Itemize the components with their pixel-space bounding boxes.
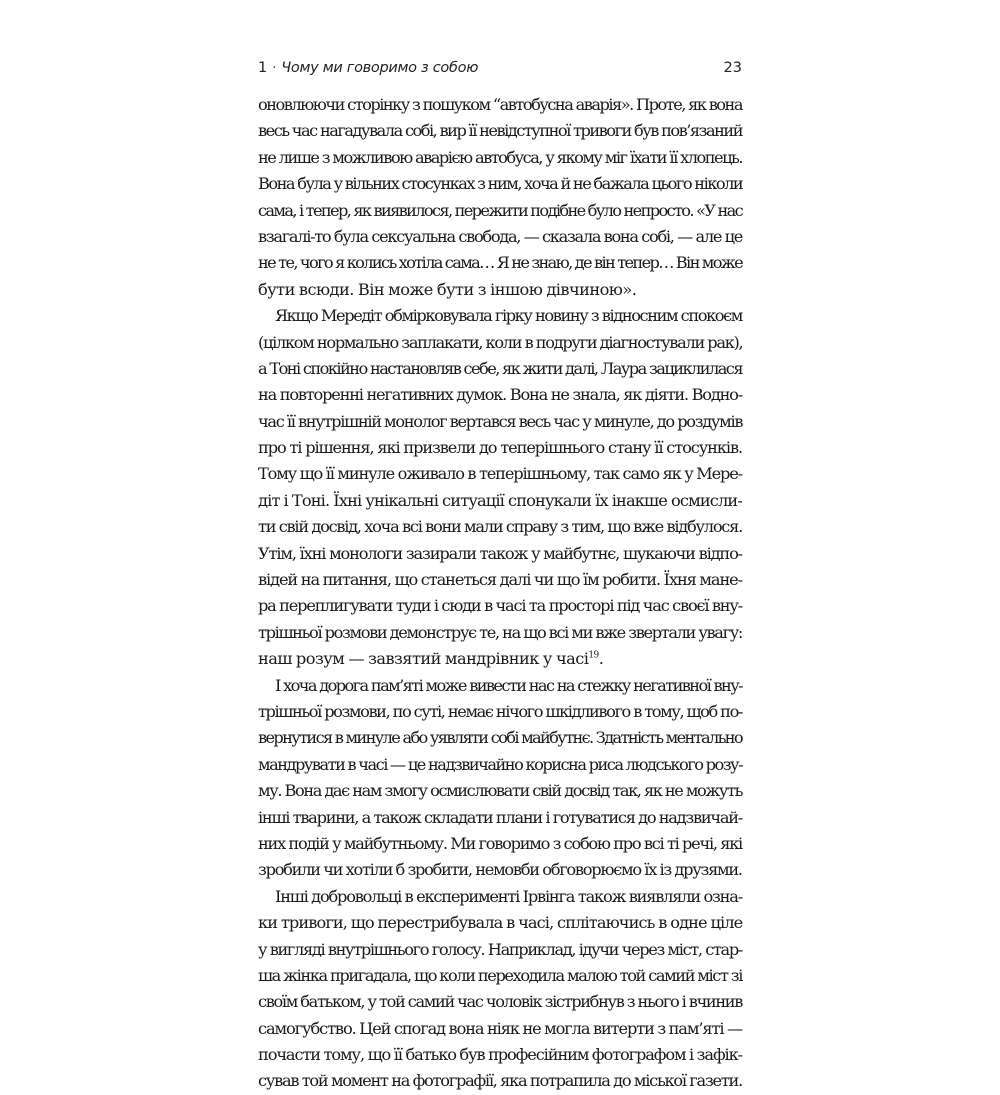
- text-line: [258, 145, 742, 171]
- line-text: не лише з можливою аварією автобуса, у якому міг їхати її хлопець.: [258, 147, 742, 167]
- line-text: відей на питання, що станеться далі чи що їм робити. Їхня мане-: [258, 570, 742, 590]
- line-text: ки тривоги, що перестрибувала в часі, сплітаючись в одне ціле: [258, 913, 743, 933]
- text-line: [258, 541, 742, 567]
- text-line: [258, 567, 742, 593]
- line-text: трішньої розмови демонструє те, на що всі ми вже звертали увагу:: [258, 622, 742, 642]
- line-text: діт і Тоні. Їхні унікальні ситуації спонукали їх інакше осмисли-: [258, 490, 742, 510]
- line-text: оновлюючи сторінку з пошуком “автобусна аварія». Проте, як вона: [258, 95, 742, 114]
- text-line: [258, 92, 742, 118]
- text-line: [258, 699, 742, 725]
- text-line: [258, 303, 742, 329]
- line-text: вернутися в минуле або уявляти собі майбутнє. Здатність ментально: [258, 728, 742, 748]
- text-line: [258, 963, 742, 989]
- line-text: час її внутрішній монолог вертався весь час у минуле, до роздумів: [258, 411, 743, 431]
- text-line: [258, 1042, 742, 1068]
- text-line: [258, 330, 742, 356]
- text-line: [258, 224, 742, 250]
- text-line: [258, 118, 742, 144]
- line-text: своїм батьком, у той самий час чоловік зістрибнув з нього і вчинив: [258, 992, 742, 1012]
- text-line: [258, 382, 742, 408]
- text-line: [258, 725, 742, 751]
- line-text: на повторенні негативних думок. Вона не знала, як діяти. Водно-: [258, 385, 742, 405]
- text-line: [258, 514, 742, 540]
- line-text: Вона була у вільних стосунках з ним, хоча й не бажала цього ніколи: [258, 174, 743, 194]
- header-separator: ·: [271, 60, 277, 76]
- line-text: самогубство. Цей спогад вона ніяк не могла витерти з пам’яті —: [258, 1018, 743, 1038]
- line-text: сував той момент на фотографії, яка потрапила до міської газети.: [258, 1071, 742, 1091]
- line-text: ша жінка пригадала, що коли переходила малою той самий міст зі: [258, 965, 742, 985]
- line-text: них подій у майбутньому. Ми говоримо з собою про всі ті речі, які: [258, 833, 742, 853]
- line-text: ра переплигувати туди і сюди в часі та просторі під час своєї вну-: [258, 596, 742, 616]
- text-line: [258, 620, 742, 646]
- line-tail: .: [598, 649, 604, 669]
- line-text: Інші добровольці в експерименті Ірвінга також виявляли озна-: [275, 886, 742, 906]
- text-line: [258, 171, 742, 197]
- text-line: [258, 1068, 742, 1094]
- text-line: [258, 752, 742, 778]
- text-line: [258, 910, 742, 936]
- text-line: [258, 857, 742, 883]
- text-line: [258, 435, 742, 461]
- line-text: бути всюди. Він може бути з іншою дівчиною».: [258, 279, 637, 299]
- line-text: почасти тому, що її батько був професійним фотографом і зафік-: [258, 1045, 742, 1065]
- line-text: весь час нагадувала собі, вир її невідступної тривоги був пов’язаний: [258, 121, 742, 141]
- line-text: наш розум — завзятий мандрівник у часі: [258, 649, 589, 669]
- line-text: у вигляді внутрішнього голосу. Наприклад, ідучи через міст, стар-: [258, 939, 742, 959]
- line-text: му. Вона дає нам змогу осмислювати свій досвід так, як не можуть: [258, 781, 742, 801]
- text-line: [258, 673, 742, 699]
- text-line: [258, 461, 742, 487]
- line-text: І хоча дорога пам’яті може вивести нас на стежку негативної вну-: [275, 675, 742, 695]
- text-line: [258, 884, 742, 910]
- chapter-heading: [258, 58, 478, 78]
- line-text: сама, і тепер, як виявилося, пережити подібне було непросто. «У нас: [258, 200, 742, 220]
- line-text: взагалі-то була сексуальна свобода, — сказала вона собі, — але це: [258, 226, 742, 246]
- line-text: інші тварини, а також складати плани і готуватися до надзвичай-: [258, 807, 742, 827]
- line-text: а Тоні спокійно настановляв себе, як жити далі, Лаура зациклилася: [258, 358, 742, 378]
- chapter-title: Чому ми говоримо з собою: [281, 60, 479, 76]
- line-text: мандрувати в часі — це надзвичайно корисна риса людського розу-: [258, 754, 743, 774]
- text-line: [258, 356, 742, 382]
- text-line: [258, 989, 742, 1015]
- text-line: [258, 488, 742, 514]
- line-text: (цілком нормально заплакати, коли в подруги діагностували рак),: [258, 332, 743, 352]
- text-line: [258, 409, 742, 435]
- text-line: [258, 778, 742, 804]
- text-line: [258, 277, 742, 303]
- text-line: [258, 593, 742, 619]
- line-text: трішньої розмови, по суті, немає нічого шкідливого в тому, щоб по-: [258, 701, 742, 721]
- text-line: [258, 1016, 742, 1042]
- line-text: Утім, їхні монологи зазирали також у майбутнє, шукаючи відпо-: [258, 543, 742, 563]
- text-line: [258, 805, 742, 831]
- text-line: [258, 831, 742, 857]
- line-text: ти свій досвід, хоча всі вони мали справу з тим, що вже відбулося.: [258, 517, 742, 537]
- text-line: [258, 646, 742, 672]
- body-text: [258, 92, 742, 1095]
- text-line: [258, 250, 742, 276]
- line-text: Якщо Мередіт обмірковувала гірку новину з відносним спокоєм: [275, 306, 742, 326]
- line-text: про ті рішення, які призвели до теперішнього стану її стосунків.: [258, 438, 742, 458]
- text-line: [258, 198, 742, 224]
- page-number: 23: [723, 60, 742, 76]
- running-head: [258, 58, 742, 78]
- line-text: зробили чи хотіли б зробити, немовби обговорюємо їх із друзями.: [258, 860, 742, 880]
- line-text: Тому що її минуле оживало в теперішньому, так само як у Мере-: [258, 464, 742, 484]
- chapter-number: 1: [258, 60, 267, 76]
- line-text: не те, чого я колись хотіла сама… Я не знаю, де він тепер… Він може: [258, 253, 742, 273]
- footnote-reference: 19: [588, 650, 599, 661]
- text-line: [258, 937, 742, 963]
